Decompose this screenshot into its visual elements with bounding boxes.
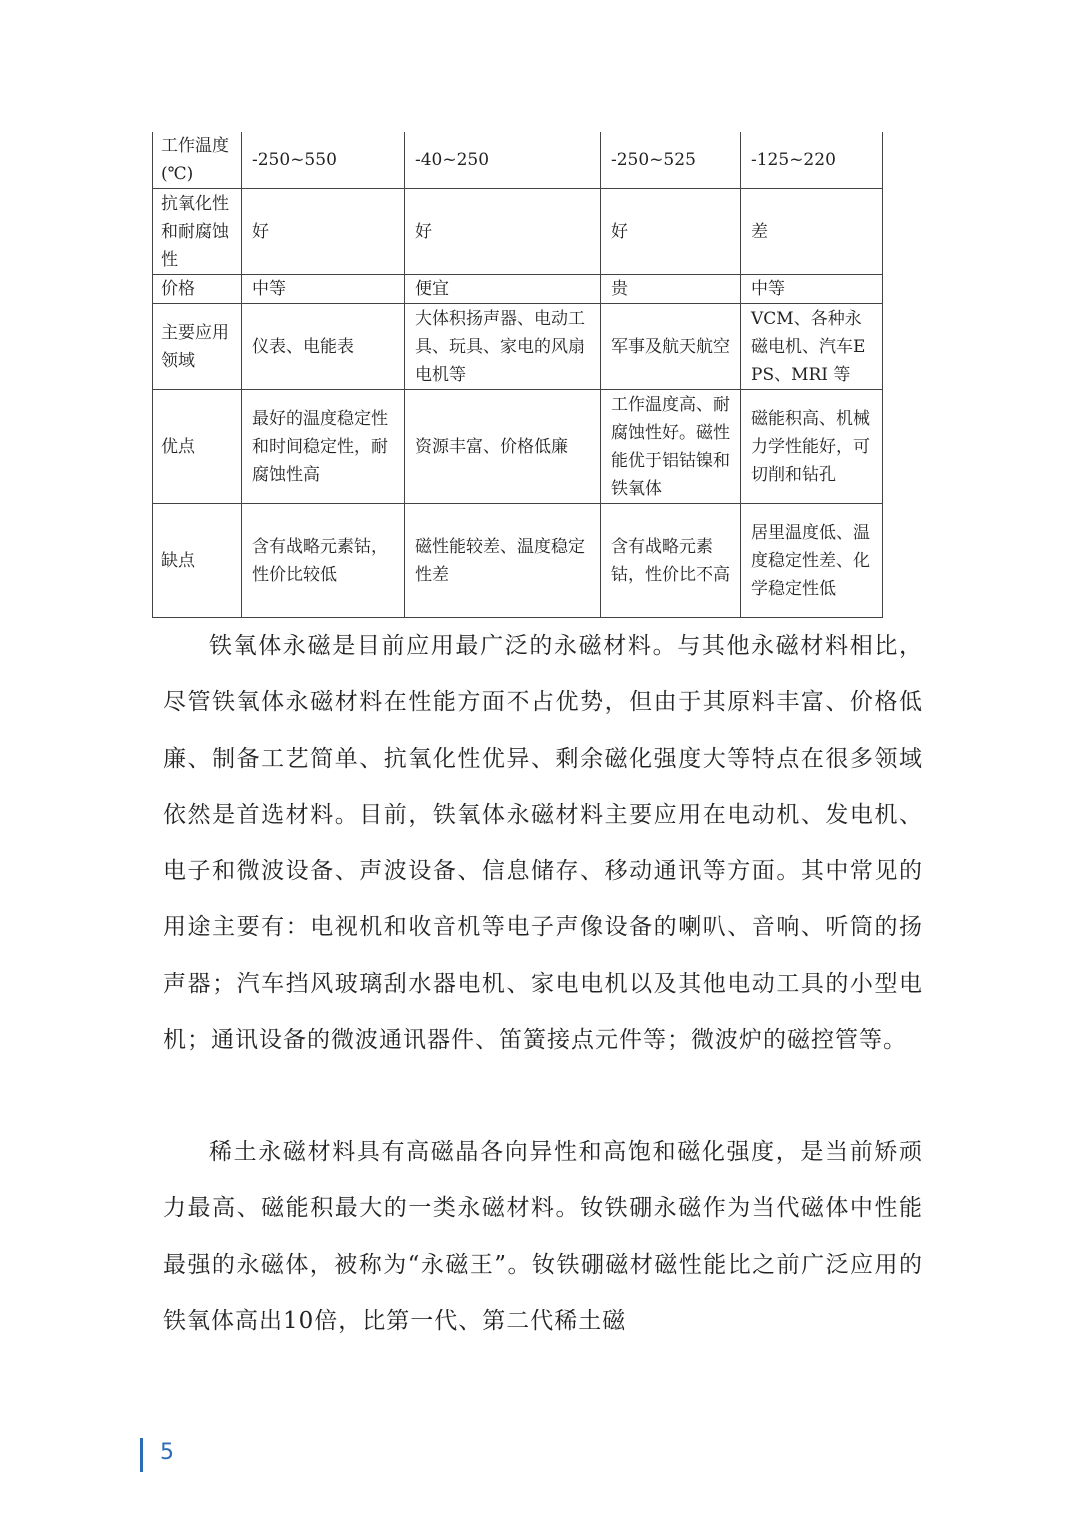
table-cell: 居里温度低、温度稳定性差、化学稳定性低 xyxy=(741,504,883,618)
table-cell: 好 xyxy=(601,189,741,275)
table-cell: 磁能积高、机械力学性能好，可切削和钻孔 xyxy=(741,390,883,504)
magnet-comparison-table xyxy=(152,132,883,618)
table-cell: 差 xyxy=(741,189,883,275)
table-row-advantages xyxy=(153,390,883,504)
row-header-applications: 主要应用领域 xyxy=(153,304,242,390)
row-header-corrosion-resistance: 抗氧化性和耐腐蚀性 xyxy=(153,189,242,275)
table-cell: -40~250 xyxy=(405,132,601,189)
table-row-price xyxy=(153,275,883,304)
table-cell: 磁性能较差、温度稳定性差 xyxy=(405,504,601,618)
paragraph-rare-earth-magnets: 稀土永磁材料具有高磁晶各向异性和高饱和磁化强度，是当前矫顽力最高、磁能积最大的一类永磁材料。钕铁硼永磁作为当代磁体中性能最强的永磁体，被称为“永磁王”。钕铁硼磁材磁性能比之前广泛应用的铁氧体高出10倍，比第一代、第二代稀土磁 xyxy=(163,1139,923,1334)
table-cell: 大体积扬声器、电动工具、玩具、家电的风扇电机等 xyxy=(405,304,601,390)
table-cell: -250~525 xyxy=(601,132,741,189)
table-cell: 资源丰富、价格低廉 xyxy=(405,390,601,504)
table-cell: 中等 xyxy=(242,275,405,304)
table-cell: 工作温度高、耐腐蚀性好。磁性能优于铝钴镍和铁氧体 xyxy=(601,390,741,504)
table-cell: 最好的温度稳定性和时间稳定性，耐腐蚀性高 xyxy=(242,390,405,504)
table-row-corrosion-resistance xyxy=(153,189,883,275)
row-header-price: 价格 xyxy=(153,275,242,304)
row-header-working-temperature: 工作温度(℃) xyxy=(153,132,242,189)
table-row-working-temperature xyxy=(153,132,883,189)
page-number: 5 xyxy=(160,1440,174,1465)
table-row-disadvantages xyxy=(153,504,883,618)
table-cell: 中等 xyxy=(741,275,883,304)
table-cell: VCM、各种永磁电机、汽车EPS、MRI 等 xyxy=(741,304,883,390)
table-cell: 好 xyxy=(242,189,405,275)
table-cell: 仪表、电能表 xyxy=(242,304,405,390)
table-cell: -125~220 xyxy=(741,132,883,189)
page-number-bar xyxy=(140,1438,143,1472)
table-cell: -250~550 xyxy=(242,132,405,189)
row-header-advantages: 优点 xyxy=(153,390,242,504)
table-cell: 好 xyxy=(405,189,601,275)
table-cell: 含有战略元素钴，性价比不高 xyxy=(601,504,741,618)
table-row-applications xyxy=(153,304,883,390)
row-header-disadvantages: 缺点 xyxy=(153,504,242,618)
table-cell: 含有战略元素钴，性价比较低 xyxy=(242,504,405,618)
table-cell: 便宜 xyxy=(405,275,601,304)
table-cell: 贵 xyxy=(601,275,741,304)
paragraph-ferrite-magnets: 铁氧体永磁是目前应用最广泛的永磁材料。与其他永磁材料相比，尽管铁氧体永磁材料在性能方面不占优势，但由于其原料丰富、价格低廉、制备工艺简单、抗氧化性优异、剩余磁化强度大等特点在很多领域依然是首选材料。目前，铁氧体永磁材料主要应用在电动机、发电机、电子和微波设备、声波设备、信息储存、移动通讯等方面。其中常见的用途主要有：电视机和收音机等电子声像设备的喇叭、音响、听筒的扬声器；汽车挡风玻璃刮水器电机、家电电机以及其他电动工具的小型电机；通讯设备的微波通讯器件、笛簧接点元件等；微波炉的磁控管等。 xyxy=(163,633,923,1054)
table-cell: 军事及航天航空 xyxy=(601,304,741,390)
